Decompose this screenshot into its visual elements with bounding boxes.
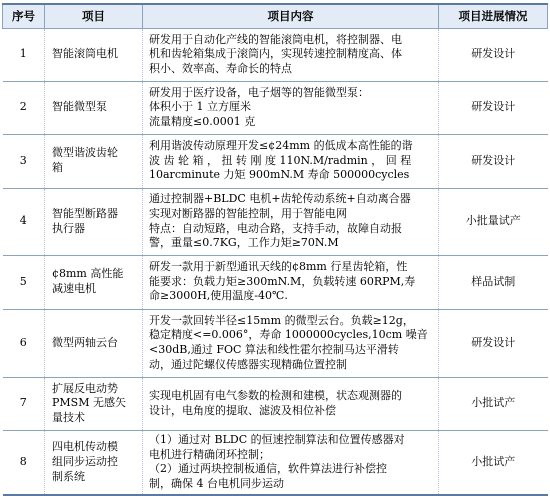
row-index: 5 — [3, 255, 45, 309]
header-project: 项目 — [45, 4, 143, 28]
project-name-line: 智能型断路器 — [52, 206, 118, 220]
project-name-line: 组同步运动控 — [52, 454, 118, 468]
project-content-line: 积小、效率高、寿命长的特点 — [149, 61, 292, 75]
project-content-line: 波 齿 轮 箱 ， 扭 转 刚 度 110N.M/radmin ， 回 程 — [149, 153, 412, 167]
row-status: 小批试产 — [439, 377, 548, 430]
project-name-line: PMSM 无感矢 — [52, 396, 126, 410]
project-name-line: 扩展反电动势 — [52, 381, 118, 395]
table-row — [3, 188, 548, 255]
project-content-line: 流量精度≤0.0001 克 — [149, 114, 256, 128]
project-content-line: 利用谐波传动原理开发≤¢24mm 的低成本高性能的谐 — [149, 139, 413, 153]
row-status: 研发设计 — [439, 134, 548, 188]
project-content-line: 体积小于 1 立方厘米 — [149, 100, 251, 114]
project-table — [2, 3, 548, 496]
table-row — [3, 134, 548, 188]
project-content-line: 实现电机固有电气参数的检测和建模，状态观测器的 — [149, 388, 402, 402]
table-header-row — [3, 4, 548, 28]
table-row — [3, 81, 548, 134]
project-name-line: 箱 — [52, 161, 63, 174]
row-project-name — [45, 377, 143, 430]
project-name-line: 微型谐波齿轮 — [52, 146, 118, 160]
row-status: 样品试制 — [439, 255, 548, 309]
project-content-line: 实现对断路器的智能控制，用于智能电网 — [149, 206, 347, 220]
row-project-content — [143, 377, 439, 430]
row-status: 小批试产 — [439, 430, 548, 495]
project-content-line: 开发一款回转半径≤15mm 的微型云台。负载≥12g， — [149, 313, 414, 327]
table-row — [3, 377, 548, 430]
row-project-name — [45, 134, 143, 188]
project-content-line: 设计，电角度的提取、滤波及相位补偿 — [149, 403, 336, 417]
project-content-line: 能要求：负载力矩≥300mN.M，负载转速 60RPM,寿 — [149, 274, 416, 288]
row-index: 8 — [3, 430, 45, 495]
project-content-line: 稳定精度<=0.006°，寿命 1000000cycles,10cm 噪音 — [149, 328, 428, 342]
row-project-name — [45, 309, 143, 377]
project-name-line: 四电机传动模 — [52, 440, 118, 454]
row-project-content — [143, 188, 439, 255]
row-index: 2 — [3, 81, 45, 134]
table-row — [3, 309, 548, 377]
project-name-line: 执行器 — [52, 221, 85, 235]
row-project-content — [143, 81, 439, 134]
row-project-name — [45, 81, 143, 134]
row-index: 4 — [3, 188, 45, 255]
project-content-line: 通过控制器+BLDC 电机+齿轮传动系统+自动离合器 — [149, 192, 411, 206]
row-index: 6 — [3, 309, 45, 377]
project-content-line: 研发用于自动化产线的智能滚筒电机，将控制器、电 — [149, 32, 402, 46]
row-project-content — [143, 430, 439, 495]
project-content-line: 10arcminute 力矩 900mN.M 寿命 500000cycles — [149, 168, 410, 182]
project-name-line: 量技术 — [52, 410, 85, 424]
project-table-container — [2, 3, 547, 490]
project-content-line: （2）通过两块控制板通信，软件算法进行补偿控 — [149, 462, 387, 476]
row-status: 研发设计 — [439, 309, 548, 377]
table-row — [3, 28, 548, 81]
row-index: 7 — [3, 377, 45, 430]
header-index: 序号 — [3, 4, 45, 28]
project-content-line: 命≥3000H,使用温度-40℃. — [149, 289, 288, 303]
project-content-line: 电机进行精确闭环控制； — [149, 447, 270, 461]
row-project-name — [45, 255, 143, 309]
project-name-line: 智能滚筒电机 — [52, 47, 118, 61]
table-row — [3, 255, 548, 309]
project-name-line: 制系统 — [52, 469, 85, 483]
row-index: 3 — [3, 134, 45, 188]
project-name-line: 微型两轴云台 — [52, 335, 118, 349]
project-name-line: 智能微型泵 — [52, 100, 107, 114]
row-project-name — [45, 430, 143, 495]
project-content-line: 警，重量≤0.7KG，工作力矩≥70N.M — [149, 236, 339, 250]
header-content: 项目内容 — [143, 4, 439, 28]
row-project-content — [143, 28, 439, 81]
row-status: 研发设计 — [439, 81, 548, 134]
row-project-content — [143, 309, 439, 377]
project-content-line: 特点：自动短路，电动合路，支持手动，故障自动报 — [149, 221, 402, 235]
row-status: 小批量试产 — [439, 188, 548, 255]
row-status: 研发设计 — [439, 28, 548, 81]
project-content-line: （1）通过对 BLDC 的恒速控制算法和位置传感器对 — [149, 433, 405, 447]
project-content-line: <30dB,通过 FOC 算法和线性霍尔控制马达平滑转 — [149, 343, 399, 356]
table-row — [3, 430, 548, 495]
project-content-line: 机和齿轮箱集成于滚筒内，实现转速控制精度高、体 — [149, 47, 402, 61]
header-status: 项目进展情况 — [439, 4, 548, 28]
project-name-line: ¢8mm 高性能 — [52, 267, 124, 281]
row-project-content — [143, 134, 439, 188]
project-name-line: 减速电机 — [52, 282, 96, 295]
row-project-content — [143, 255, 439, 309]
project-content-line: 动，通过陀螺仪传感器实现精确位置控制 — [149, 357, 347, 371]
row-project-name — [45, 28, 143, 81]
project-content-line: 研发一款用于新型通讯天线的¢8mm 行星齿轮箱，性 — [149, 260, 408, 274]
row-index: 1 — [3, 28, 45, 81]
project-content-line: 制，确保 4 台电机同步运动 — [149, 476, 284, 490]
project-content-line: 研发用于医疗设备，电子烟等的智能微型泵： — [149, 85, 369, 99]
row-project-name — [45, 188, 143, 255]
